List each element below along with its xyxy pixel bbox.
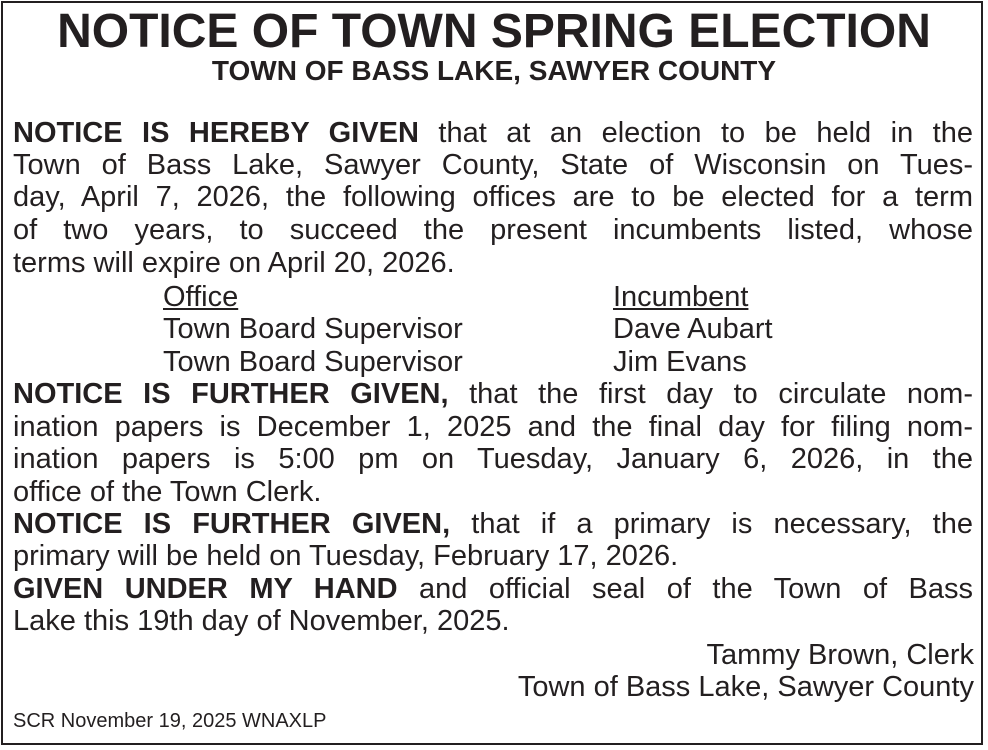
paragraph-1-line-5: terms will expire on April 20, 2026. xyxy=(13,247,455,279)
paragraph-3-line-2: primary will be held on Tuesday, February 17, 2026. xyxy=(13,540,679,572)
paragraph-2-lead: NOTICE IS FURTHER GIVEN, xyxy=(13,378,449,410)
paragraph-3-text-1: that if a primary is necessary, the xyxy=(471,508,973,540)
notice-title: NOTICE OF TOWN SPRING ELECTION xyxy=(57,5,931,58)
incumbent-column-header: Incumbent xyxy=(613,281,749,313)
signature-organization: Town of Bass Lake, Sawyer County xyxy=(517,671,974,703)
notice-subtitle: TOWN OF BASS LAKE, SAWYER COUNTY xyxy=(211,55,777,86)
paragraph-4-text-1: and official seal of the Town of Bass xyxy=(419,573,973,605)
paragraph-1-lead: NOTICE IS HEREBY GIVEN xyxy=(13,117,419,149)
paragraph-2-line-2: ination papers is December 1, 2025 and the final day for filing nom- xyxy=(13,411,973,443)
paragraph-1-line-4: of two years, to succeed the present incumbents listed, whose xyxy=(13,214,973,246)
paragraph-1-line-1 xyxy=(13,117,973,149)
paragraph-1-line-3: day, April 7, 2026, the following offices are to be elected for a term xyxy=(13,181,973,213)
paragraph-4-line-1 xyxy=(13,573,973,605)
paragraph-1-text-1: that at an election to be held in the xyxy=(438,117,973,149)
office-column-header: Office xyxy=(163,281,239,313)
office-row-1: Town Board Supervisor xyxy=(163,313,463,345)
paragraph-4-line-2: Lake this 19th day of November, 2025. xyxy=(13,605,510,637)
paragraph-3-line-1 xyxy=(13,508,973,540)
paragraph-2-line-3: ination papers is 5:00 pm on Tuesday, January 6, 2026, in the xyxy=(13,443,973,475)
incumbent-row-1: Dave Aubart xyxy=(613,313,773,345)
publication-footer: SCR November 19, 2025 WNAXLP xyxy=(13,710,327,732)
paragraph-2-text-1: that the first day to circulate nom- xyxy=(469,378,973,410)
paragraph-2-line-4: office of the Town Clerk. xyxy=(13,476,322,508)
incumbent-row-2: Jim Evans xyxy=(613,346,747,378)
paragraph-4-lead: GIVEN UNDER MY HAND xyxy=(13,573,398,605)
signature-name: Tammy Brown, Clerk xyxy=(706,639,974,671)
paragraph-2-line-1 xyxy=(13,378,973,410)
paragraph-3-lead: NOTICE IS FURTHER GIVEN, xyxy=(13,508,451,540)
office-row-2: Town Board Supervisor xyxy=(163,346,463,378)
paragraph-1-line-2: Town of Bass Lake, Sawyer County, State of Wisconsin on Tues- xyxy=(13,149,973,181)
